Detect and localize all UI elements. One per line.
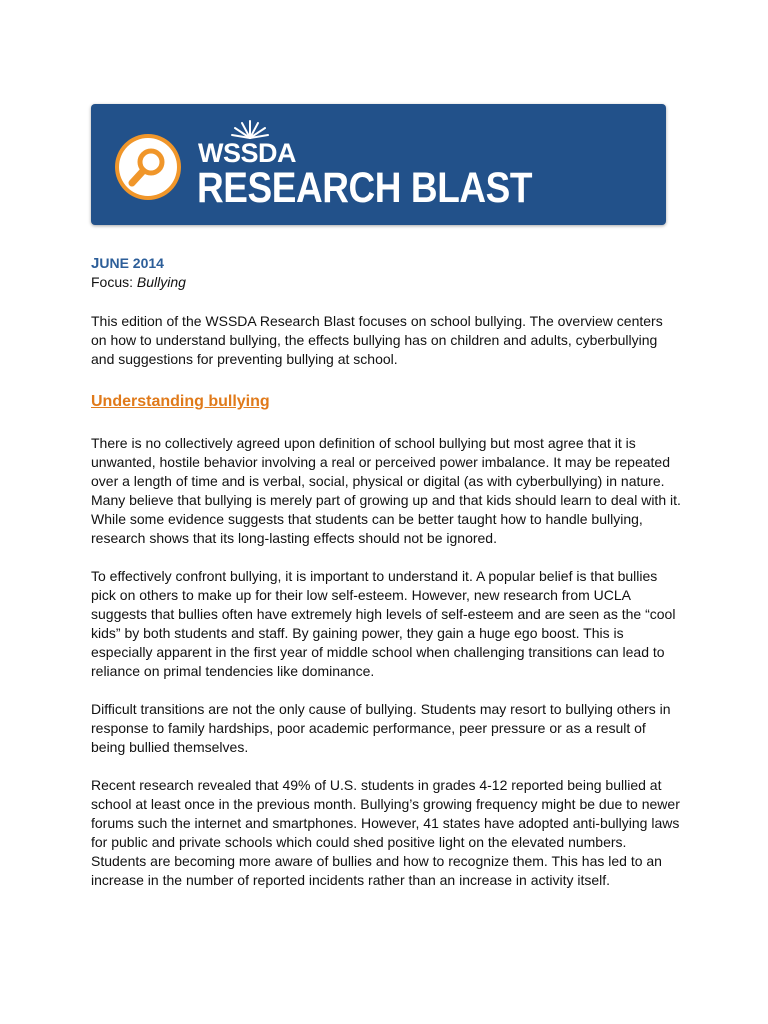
sunburst-icon: [230, 118, 270, 140]
paragraph-definition: There is no collectively agreed upon definition of school bullying but most agree that it is unwanted, hostile behavior involving a real or perceived power imbalance. It may be repeated over a length of time and is verbal, social, physical or digital (as with cyberbullying) in nature. Many believe that bullying is merely part of growing up and that kids should learn to deal with it. While some evidence suggests that students can be better taught how to handle bullying, research shows that its long-lasting effects should not be ignored.: [91, 435, 681, 546]
focus-topic: Bullying: [136, 274, 186, 290]
issue-date: JUNE 2014: [91, 255, 164, 272]
paragraph-statistics: Recent research revealed that 49% of U.S. students in grades 4-12 reported being bullied at school at least once in the previous month. Bullying’s growing frequency might be due to newer forums such the internet and smartphones. However, 41 states have adopted anti-bullying laws for public and private schools which could shed positive light on the elevated numbers. Students are becoming more aware of bullies and how to recognize them. This has led to an increase in the number of reported incidents rather than an increase in activity itself.: [91, 777, 680, 888]
section-heading: Understanding bullying: [91, 393, 270, 410]
banner-brand: WSSDA: [198, 138, 296, 168]
document-body: [91, 254, 681, 890]
research-blast-banner: [91, 104, 666, 225]
magnifier-icon: [113, 132, 183, 202]
banner-title: RESEARCH BLAST: [197, 164, 533, 212]
paragraph-causes: Difficult transitions are not the only cause of bullying. Students may resort to bullying others in response to family hardships, poor academic performance, peer pressure or as a result of being bullied themselves.: [91, 701, 671, 755]
focus-line: Focus: Bullying: [91, 274, 186, 290]
paragraph-understanding: To effectively confront bullying, it is important to understand it. A popular belief is that bullies pick on others to make up for their low self-esteem. However, new research from UCLA suggests that bullies often have extremely high levels of self-esteem and are seen as the “cool kids” by both students and staff. By gaining power, they gain a huge ego boost. This is especially apparent in the first year of middle school when challenging transitions can lead to reliance on primal tendencies like dominance.: [91, 568, 676, 679]
intro-paragraph: This edition of the WSSDA Research Blast focuses on school bullying. The overview centers on how to understand bullying, the effects bullying has on children and adults, cyberbullying and suggestions for preventing bullying at school.: [91, 313, 663, 367]
